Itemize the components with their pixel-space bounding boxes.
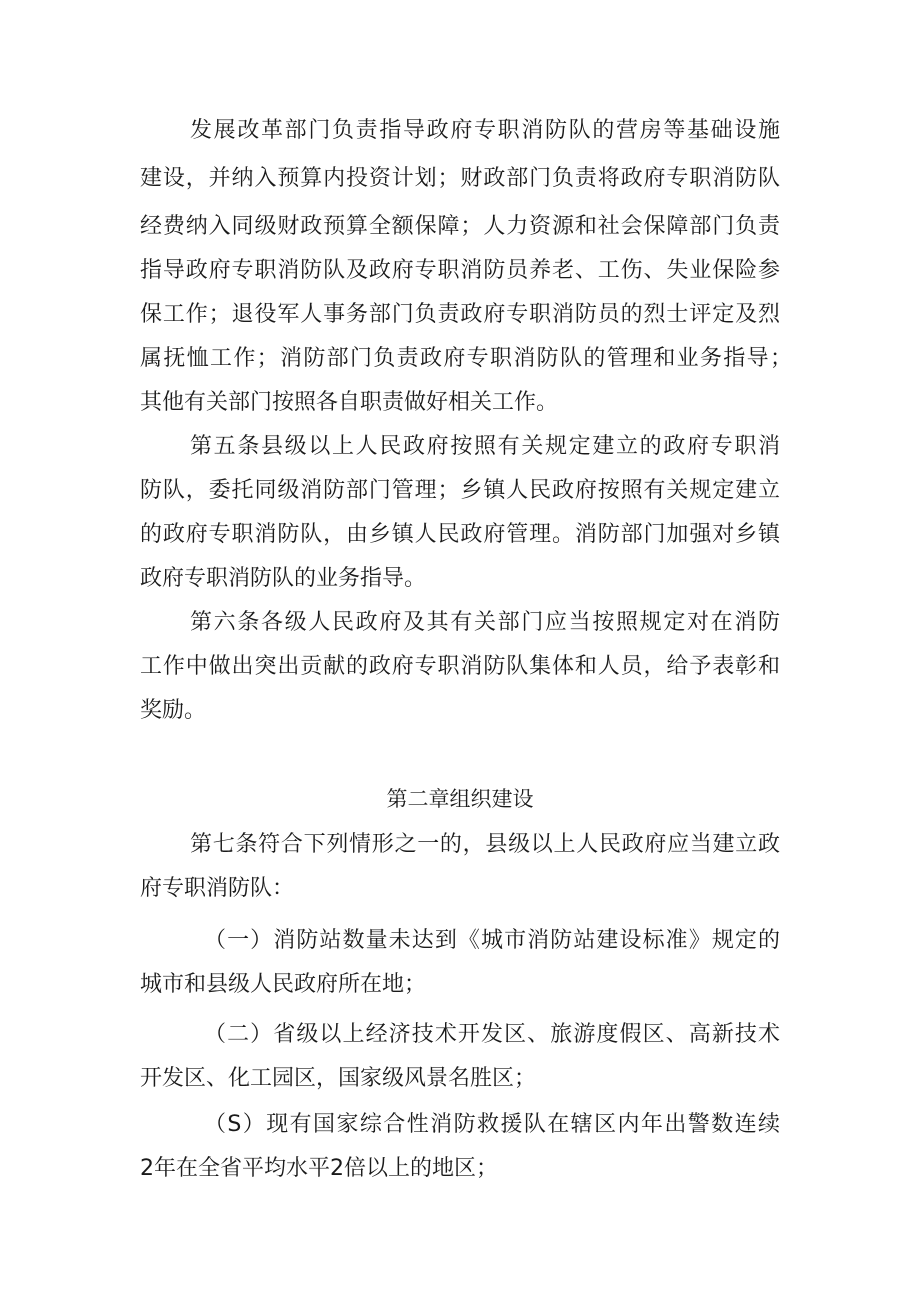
list-item-line: 城市和县级人民政府所在地； <box>140 972 427 997</box>
paragraph-line: 防队，委托同级消防部门管理；乡镇人民政府按照有关规定建立 <box>140 478 780 503</box>
paragraph-line: 发展改革部门负责指导政府专职消防队的营房等基础设施 <box>190 118 780 143</box>
paragraph-line: 保工作；退役军人事务部门负责政府专职消防员的烈士评定及烈 <box>140 302 780 327</box>
chapter-heading: 第二章组织建设 <box>386 787 534 811</box>
paragraph-line: 第七条符合下列情形之一的，县级以上人民政府应当建立政 <box>190 832 780 857</box>
paragraph-line: 的政府专职消防队，由乡镇人民政府管理。消防部门加强对乡镇 <box>140 522 780 547</box>
list-item-line: 2年在全省平均水平2倍以上的地区； <box>140 1156 498 1181</box>
paragraph-line: 政府专职消防队的业务指导。 <box>140 566 427 591</box>
list-item-line: 开发区、化工园区，国家级风景名胜区； <box>140 1066 537 1091</box>
paragraph-line: 指导政府专职消防队及政府专职消防员养老、工伤、失业保险参 <box>140 258 780 283</box>
list-item-line: （二）省级以上经济技术开发区、旅游度假区、高新技术 <box>204 1022 780 1047</box>
paragraph-line: 奖励。 <box>140 698 207 723</box>
paragraph-line: 经费纳入同级财政预算全额保障；人力资源和社会保障部门负责 <box>140 214 780 239</box>
paragraph-line: 第六条各级人民政府及其有关部门应当按照规定对在消防 <box>190 610 780 635</box>
paragraph-line: 建设，并纳入预算内投资计划；财政部门负责将政府专职消防队 <box>140 166 780 191</box>
paragraph-line: 工作中做出突出贡献的政府专职消防队集体和人员，给予表彰和 <box>140 654 780 679</box>
list-item-line: （一）消防站数量未达到《城市消防站建设标准》规定的 <box>204 928 780 953</box>
paragraph-line: 府专职消防队： <box>140 876 295 901</box>
paragraph-line: 第五条县级以上人民政府按照有关规定建立的政府专职消 <box>190 434 780 459</box>
paragraph-line: 其他有关部门按照各自职责做好相关工作。 <box>140 390 559 415</box>
list-item-line: （S）现有国家综合性消防救援队在辖区内年出警数连续 <box>204 1112 780 1137</box>
paragraph-line: 属抚恤工作；消防部门负责政府专职消防队的管理和业务指导； <box>140 346 792 371</box>
